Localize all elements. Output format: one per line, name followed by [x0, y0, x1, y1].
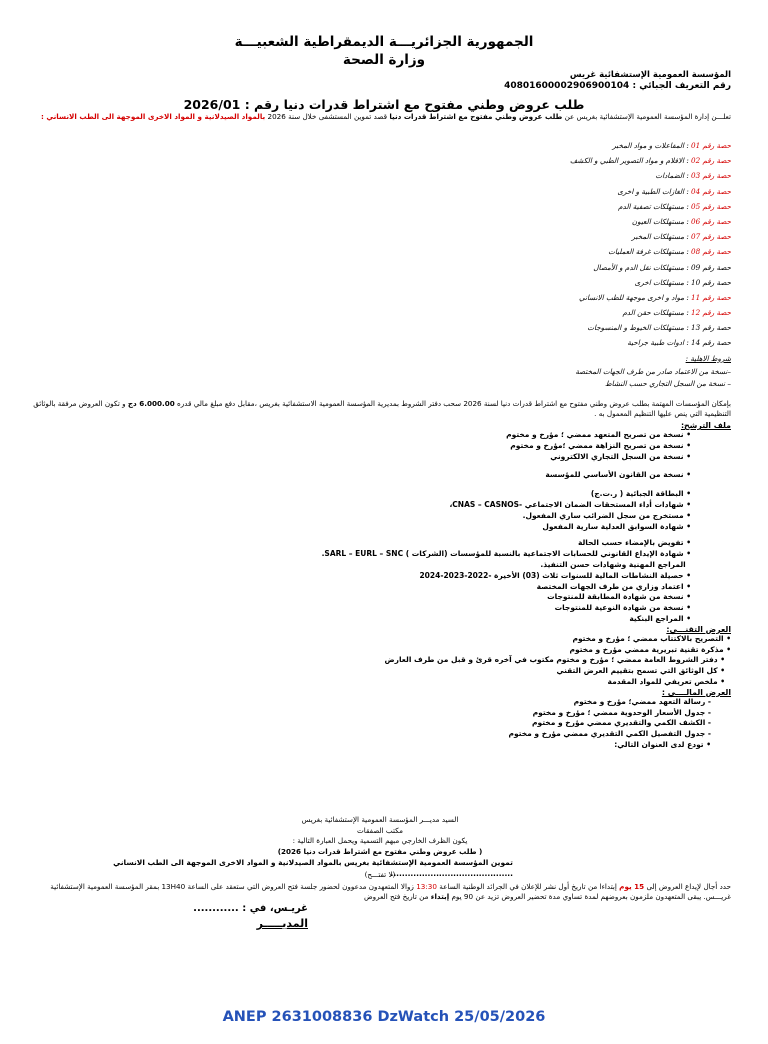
- intro-red: بالمواد الصيدلانية و المواد الاخرى الموجهة الى الطب الانساني :: [40, 112, 266, 121]
- list-item: • نسخة من السجل التجاري الالكتروني: [550, 451, 691, 461]
- lot-item: حصة رقم 12 : مستهلكات حقن الدم: [622, 308, 731, 318]
- list-item: • المراجع البنكية: [629, 613, 691, 623]
- envelope-label: ( طلب عروض وطني مفتوح مع اشتراط قدرات دنيا 2026): [277, 846, 483, 856]
- para-amount: 6.000.00 دج: [127, 399, 175, 408]
- lot-item: حصة رقم 01 : المفاعلات و مواد المخبر: [612, 141, 731, 150]
- financial-list: [31, 697, 711, 751]
- list-item: • التصريح بالاكتتاب ممضي ؛ مؤرخ و مختوم: [572, 633, 731, 643]
- intro-prefix: تعلـــن إدارة المؤسسة العمومية الإستشفائية بغريس عن: [564, 112, 731, 121]
- address-line: السيد مديـــر المؤسسة العمومية الإستشفائية بغريس: [301, 815, 459, 824]
- financial-heading: العرض المالــــي :: [661, 687, 731, 697]
- lot-item: حصة رقم 07 : مستهلكات المخبر: [631, 232, 731, 242]
- publication-footer: ANEP 2631008836 DzWatch 25/05/2026: [222, 1009, 546, 1025]
- address-block: [180, 815, 580, 857]
- list-item: • مذكرة تقنية تبريرية ممضي مؤرخ و مختوم: [569, 644, 731, 654]
- lots-list: [31, 138, 731, 390]
- eligibility-item: – نسخة من السجل التجاري حسب النشاط: [604, 378, 731, 388]
- candidature-heading: ملف الترشح:: [680, 421, 731, 430]
- deadline-days: 15 يوم: [619, 882, 645, 891]
- para-tail: و تكون العروض مرفقة بالوثائق التنظيمية التي ينص عليها التنظيم المعمول به .: [33, 399, 731, 418]
- technical-heading: العرض التقنـــي:: [666, 624, 731, 634]
- candidature-section: [31, 421, 731, 751]
- list-item: - رسالة التعهد ممضي؛ مؤرخ و مختوم: [573, 696, 711, 706]
- address-line: يكون الظرف الخارجي مبهم التسمية ويحمل العبارة التالية :: [292, 836, 468, 845]
- tender-title: طلب عروض وطني مفتوح مع اشتراط قدرات دنيا رقم : 2026/01: [183, 97, 585, 112]
- lot-item: حصة رقم 05 : مستهلكات تصفية الدم: [618, 201, 731, 211]
- supply-line: تموين المؤسسة العمومية الإستشفائية بغريس بالمواد الصيدلانية و المواد الاخرى الموجهة الى الطب الانساني ...........................................: [113, 858, 513, 878]
- list-item: • ملخص تعريفي للمواد المقدمة: [607, 676, 725, 686]
- eligibility-heading: شروط الاهلية :: [685, 353, 731, 363]
- list-item: • نسخة من شهادة المطابقة للمنتوجات: [547, 592, 691, 602]
- ministry-heading: وزارة الصحة: [342, 52, 426, 68]
- list-item: • اعتماد وزاري من طرف الجهات المختصة: [536, 581, 691, 591]
- para-text: بإمكان المؤسسات المهتمة بطلب عروض وطني مفتوح مع اشتراط قدرات دنيا لسنة 2026 سحب دفتر الشروط بمديرية المؤسسة العمومية الاستشفائية بغريس ،مقابل دفع مبلغ مالي قدره: [177, 399, 731, 408]
- lot-item: حصة رقم 06 : مستهلكات العيون: [631, 216, 731, 226]
- lot-item: حصة رقم 03 : الضمادات: [655, 171, 731, 181]
- list-item: • نسخة من تصريح النزاهة ممضي ؛مؤرخ و مختوم: [510, 440, 691, 450]
- intro-year: 2026: [267, 112, 286, 121]
- eligibility-item: –نسخة من الاعتماد صادر من طرف الجهات المختصة: [575, 366, 731, 376]
- list-item: - جدول الأسعار الوحدوية ممضي ؛ مؤرخ و مختوم: [532, 707, 711, 717]
- list-item: • البطاقة الجبائية ( ر.ت.ج): [590, 489, 691, 499]
- lot-item: حصة رقم 10 : مستهلكات اخرى: [634, 277, 731, 287]
- candidature-list: [31, 430, 691, 625]
- lot-item: حصة رقم 11 : مواد و اخرى موجهة للطب الانساني: [578, 292, 731, 302]
- list-item: • نسخة من شهادة النوعية للمنتوجات: [554, 603, 691, 613]
- place-date: غريـس، في : ............: [193, 903, 308, 914]
- institution-name: المؤسسة العمومية الإستشفائية غريس: [569, 70, 731, 80]
- address-line: مكتب الصفقات: [357, 825, 403, 835]
- list-item: • مستخرج من سجل الضرائب ساري المفعول.: [522, 510, 691, 520]
- list-item: • تودع لدى العنوان التالي:: [614, 739, 711, 749]
- list-item: • شهادة السوابق العدلية سارية المفعول: [542, 521, 691, 531]
- list-item: • نسخة من تصريح المتعهد ممضي ؛ مؤرخ و مختوم: [506, 430, 691, 439]
- lot-item: حصة رقم 14 : ادوات طبية جراحية: [627, 338, 731, 348]
- list-item: • شهادة الإيداع القانوني للحسابات الاجتماعية بالنسبة للمؤسسات (الشركات ) SARL – EURL – SNC.: [321, 549, 691, 559]
- deadline-time: 13:30: [416, 882, 437, 891]
- withdrawal-paragraph: [31, 399, 731, 419]
- list-item: • كل الوثائق التي تسمح بتقييم العرض التقني: [556, 666, 725, 676]
- intro-bold: طلب عروض وطني مفتوح مع اشتراط قدرات دنيا: [389, 112, 563, 121]
- deadline-paragraph: حدد أجال لإيداع العروض إلى 15 يوم إبتداءا من تاريخ أول نشر للإعلان في الجرائد الوطنية الساعة 13:30 زوالا المتعهدون مدعوون لحضور جلسة فتح العروض التي ستعقد على الساعة 13H40 بمقر المؤسسة العمومية الإستشفائية غريـــس. يبقى المتعهدون ملزمون بعروضهم لمدة تساوي مدة تحضير العروض تزيد عن 90 يوم إبتداء من تاريخ فتح العروض: [50, 882, 731, 901]
- intro-mid: قصد تموين المستشفى خلال سنة: [288, 112, 388, 121]
- technical-list: [31, 634, 731, 688]
- list-item: • تفويض بالإمضاء حسب الحالة: [577, 538, 691, 548]
- lot-item: حصة رقم 04 : الغازات الطبية و اخرى: [617, 186, 731, 196]
- list-item: المراجع المهنية وشهادات حسن التنفيذ.: [540, 559, 686, 569]
- lot-item: حصة رقم 02 : الافلام و مواد التصوير الطبي و الكشف: [569, 156, 731, 166]
- list-item: • دفتر الشروط العامة ممضي ؛ مؤرخ و مختوم مكتوب في آخره قرئ و قبل من طرف العارض: [384, 655, 725, 665]
- list-item: • حصيلة النشاطات المالية للسنوات ثلاث (03) الأخيرة -2022-2023-2024: [419, 570, 691, 580]
- director-signature: المديـــــر: [256, 917, 308, 930]
- republic-heading: الجمهورية الجزائريـــة الديمقراطية الشعبيـــة: [234, 34, 534, 50]
- do-not-open: (لا تفتـــح): [364, 870, 396, 879]
- list-item: • شهادات أداء المستحقات الضمان الاجتماعي -CNAS – CASNOS،: [449, 499, 691, 509]
- intro-line: [41, 112, 731, 121]
- list-item: • نسخة من القانون الأساسي للمؤسسة: [545, 470, 691, 480]
- tax-id: رقم التعريف الجبائي : 408016000029069001‪04: [504, 81, 731, 91]
- lot-item: حصة رقم 08 : مستهلكات غرفة العمليات: [608, 247, 731, 257]
- list-item: - الكشف الكمي والتقديري ممضي مؤرخ و مختوم: [532, 718, 711, 728]
- lot-item: حصة رقم 09 : مستهلكات نقل الدم و الأمصال: [593, 262, 731, 272]
- list-item: - جدول التفصيل الكمي التقديري ممضي مؤرخ و مختوم: [508, 729, 711, 739]
- lot-item: حصة رقم 13 : مستهلكات الخيوط و المنسوجات: [587, 323, 731, 333]
